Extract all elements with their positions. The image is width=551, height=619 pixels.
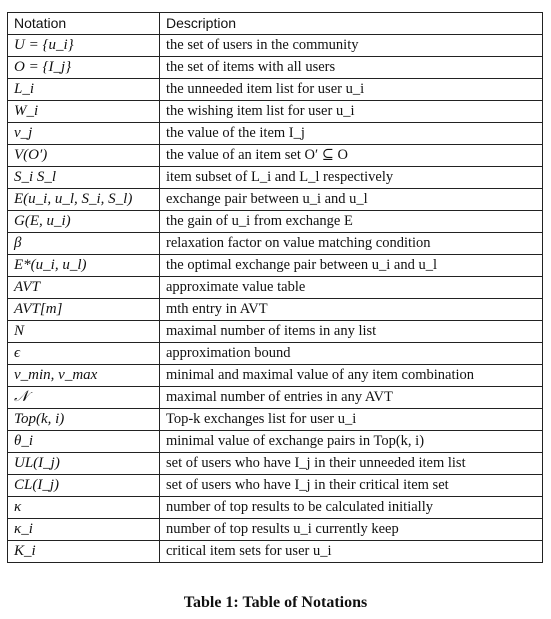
description-cell: set of users who have I_j in their critical item set bbox=[160, 475, 543, 497]
table-row bbox=[8, 409, 543, 431]
description-cell: number of top results u_i currently keep bbox=[160, 519, 543, 541]
description-cell: minimal and maximal value of any item combination bbox=[160, 365, 543, 387]
description-cell: approximate value table bbox=[160, 277, 543, 299]
table-row bbox=[8, 189, 543, 211]
notation-cell: UL(I_j) bbox=[8, 453, 160, 475]
table-row bbox=[8, 343, 543, 365]
table-caption: Table 1: Table of Notations bbox=[183, 594, 368, 611]
notation-cell: β bbox=[8, 233, 160, 255]
description-cell: Top-k exchanges list for user u_i bbox=[160, 409, 543, 431]
description-cell: the set of users in the community bbox=[160, 35, 543, 57]
notation-cell: G(E, u_i) bbox=[8, 211, 160, 233]
table-row bbox=[8, 167, 543, 189]
notation-cell: E(u_i, u_l, S_i, S_l) bbox=[8, 189, 160, 211]
notation-table bbox=[7, 12, 543, 563]
description-cell: the value of the item I_j bbox=[160, 123, 543, 145]
table-row bbox=[8, 79, 543, 101]
notation-cell: ϵ bbox=[8, 343, 160, 365]
notation-cell: S_i S_l bbox=[8, 167, 160, 189]
table-row bbox=[8, 145, 543, 167]
description-cell: item subset of L_i and L_l respectively bbox=[160, 167, 543, 189]
table-row bbox=[8, 57, 543, 79]
notation-cell: Top(k, i) bbox=[8, 409, 160, 431]
description-cell: approximation bound bbox=[160, 343, 543, 365]
description-cell: exchange pair between u_i and u_l bbox=[160, 189, 543, 211]
table-row bbox=[8, 299, 543, 321]
table-row bbox=[8, 453, 543, 475]
description-cell: the wishing item list for user u_i bbox=[160, 101, 543, 123]
notation-cell: θ_i bbox=[8, 431, 160, 453]
notation-cell: K_i bbox=[8, 541, 160, 563]
table-row bbox=[8, 387, 543, 409]
description-cell: the gain of u_i from exchange E bbox=[160, 211, 543, 233]
notation-cell: κ bbox=[8, 497, 160, 519]
header-description: Description bbox=[160, 13, 543, 35]
notation-cell: L_i bbox=[8, 79, 160, 101]
notation-cell: AVT[m] bbox=[8, 299, 160, 321]
notation-cell: κ_i bbox=[8, 519, 160, 541]
notation-cell: W_i bbox=[8, 101, 160, 123]
notation-cell: 𝒩 bbox=[8, 387, 160, 409]
table-row bbox=[8, 475, 543, 497]
description-cell: maximal number of items in any list bbox=[160, 321, 543, 343]
description-cell: the unneeded item list for user u_i bbox=[160, 79, 543, 101]
table-row bbox=[8, 277, 543, 299]
description-cell: mth entry in AVT bbox=[160, 299, 543, 321]
notation-cell: O = {I_j} bbox=[8, 57, 160, 79]
description-cell: the optimal exchange pair between u_i and u_l bbox=[160, 255, 543, 277]
description-cell: critical item sets for user u_i bbox=[160, 541, 543, 563]
description-cell: number of top results to be calculated initially bbox=[160, 497, 543, 519]
table-body bbox=[8, 35, 543, 563]
table-row bbox=[8, 255, 543, 277]
notation-cell: V(O′) bbox=[8, 145, 160, 167]
table-row bbox=[8, 431, 543, 453]
table-row bbox=[8, 497, 543, 519]
table-row bbox=[8, 541, 543, 563]
header-notation: Notation bbox=[8, 13, 160, 35]
description-cell: set of users who have I_j in their unneeded item list bbox=[160, 453, 543, 475]
table-row bbox=[8, 211, 543, 233]
table-row bbox=[8, 321, 543, 343]
description-cell: the set of items with all users bbox=[160, 57, 543, 79]
notation-cell: N bbox=[8, 321, 160, 343]
description-cell: relaxation factor on value matching condition bbox=[160, 233, 543, 255]
table-row bbox=[8, 233, 543, 255]
description-cell: the value of an item set O′ ⊆ O bbox=[160, 145, 543, 167]
table-row bbox=[8, 101, 543, 123]
notation-cell: E*(u_i, u_l) bbox=[8, 255, 160, 277]
description-cell: maximal number of entries in any AVT bbox=[160, 387, 543, 409]
table-row bbox=[8, 35, 543, 57]
table-row bbox=[8, 365, 543, 387]
notation-cell: CL(I_j) bbox=[8, 475, 160, 497]
notation-cell: v_j bbox=[8, 123, 160, 145]
description-cell: minimal value of exchange pairs in Top(k, i) bbox=[160, 431, 543, 453]
table-row bbox=[8, 519, 543, 541]
notation-cell: U = {u_i} bbox=[8, 35, 160, 57]
header-row bbox=[8, 13, 543, 35]
notation-cell: AVT bbox=[8, 277, 160, 299]
notation-cell: v_min, v_max bbox=[8, 365, 160, 387]
table-row bbox=[8, 123, 543, 145]
